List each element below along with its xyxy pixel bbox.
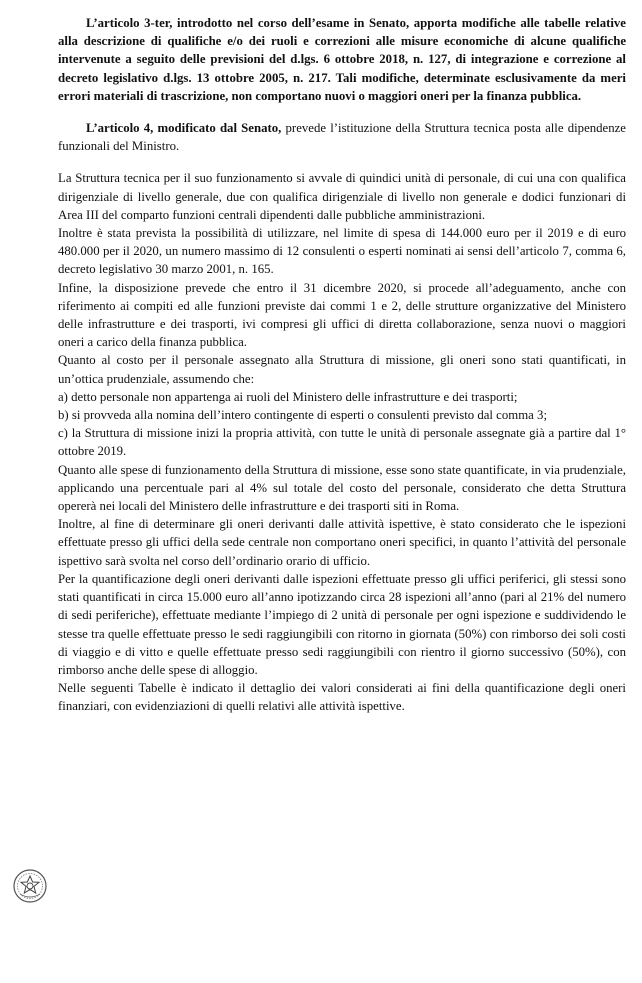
seal-emblem-icon	[12, 868, 48, 904]
list-item-a: a) detto personale non appartenga ai ruoli del Ministero delle infrastrutture e dei trasporti;	[58, 389, 518, 404]
article-4-text: prevede l’istituzione della Struttura tecnica posta alle dipendenze funzionali del Ministro.	[58, 121, 626, 154]
list-item-b: b) si provveda alla nomina dell’intero contingente di esperti o consulenti previsto dal comma 3;	[58, 408, 547, 423]
paragraph-article-3-ter: L’articolo 3-ter, introdotto nel corso dell’esame in Senato, apporta modifiche alle tabelle relative alla descrizione di qualifiche e/o dei ruoli e correzioni alle misure economiche di alcune qualifiche intervenute a seguito delle previsioni del d.lgs. 6 ottobre 2018, n. 127, di integrazione e correzione al decreto legislativo d.lgs. 13 ottobre 2005, n. 217. Tali modifiche, determinate esclusivamente da meri errori materiali di trascrizione, non comportano nuovi o maggiori oneri per la finanza pubblica.	[58, 16, 626, 103]
paragraph-costo-personale: Quanto al costo per il personale assegnato alla Struttura di missione, gli oneri sono stati quantificati, in un’ottica prudenziale, assumendo che:	[58, 353, 626, 386]
list-item-c: c) la Struttura di missione inizi la propria attività, con tutte le unità di personale assegnate già a partire dal 1° ottobre 2019.	[58, 426, 626, 459]
article-4-heading: L’articolo 4, modificato dal Senato,	[86, 121, 282, 136]
paragraph-tabelle: Nelle seguenti Tabelle è indicato il dettaglio dei valori considerati ai fini della quantificazione degli oneri finanziari, con evidenziazioni di quelli relativi alle attività ispettive.	[58, 681, 626, 714]
document-page	[58, 14, 626, 716]
paragraph-adeguamento: Infine, la disposizione prevede che entro il 31 dicembre 2020, si procede all’adeguamento, anche con riferimento ai compiti ed alle funzioni previste dai commi 1 e 2, delle strutture organizzative del Ministero delle infrastrutture e dei trasporti, ivi compresi gli uffici di diretta collaborazione, senza nuovi o maggiori oneri a carico della finanza pubblica.	[58, 280, 626, 350]
paragraph-ispezioni-periferiche: Per la quantificazione degli oneri derivanti dalle ispezioni effettuate presso gli uffici periferici, gli stessi sono stati quantificati in circa 15.000 euro all’anno ipotizzando circa 28 ispezioni all’anno (pari al 21% del numero di sedi periferiche), effettuate mediante l’impiego di 2 unità di personale per ogni ispezione e suddividendo le stesse tra quelle effettuate presso le sedi raggiungibili con ritorno in giornata (50%) con rimborso dei soli costi di viaggio e di vitto e quelle effettuate presso sedi raggiungibili con rientro il giorno successivo (50%), con rimborso anche delle spese di alloggio.	[58, 571, 626, 677]
paragraph-consulenti: Inoltre è stata prevista la possibilità di utilizzare, nel limite di spesa di 144.000 euro per il 2019 e di euro 480.000 per il 2020, un numero massimo di 12 consulenti o esperti nominati ai sensi dell’articolo 7, comma 6, decreto legislativo 30 marzo 2001, n. 165.	[58, 226, 626, 277]
paragraph-attivita-ispettive: Inoltre, al fine di determinare gli oneri derivanti dalle attività ispettive, è stato considerato che le ispezioni effettuate presso gli uffici della sede centrale non comportano oneri specifici, in quanto l’attività del personale ispettivo sarà svolta nel corso dell’ordinario orario di ufficio.	[58, 517, 626, 568]
paragraph-spese-funzionamento: Quanto alle spese di funzionamento della Struttura di missione, esse sono state quantificate, in via prudenziale, applicando una percentuale pari al 4% sul totale del costo del personale, considerato che detta Struttura opererà nei locali del Ministero delle infrastrutture e dei trasporti siti in Roma.	[58, 462, 626, 514]
paragraph-article-4	[58, 119, 626, 155]
paragraph-struttura-tecnica: La Struttura tecnica per il suo funzionamento si avvale di quindici unità di personale, di cui una con qualifica dirigenziale di livello generale, due con qualifica dirigenziale di livello non generale e dodici funzionari di Area III del comparto funzioni centrali dipendenti dalle pubbliche amministrazioni.	[58, 171, 626, 222]
